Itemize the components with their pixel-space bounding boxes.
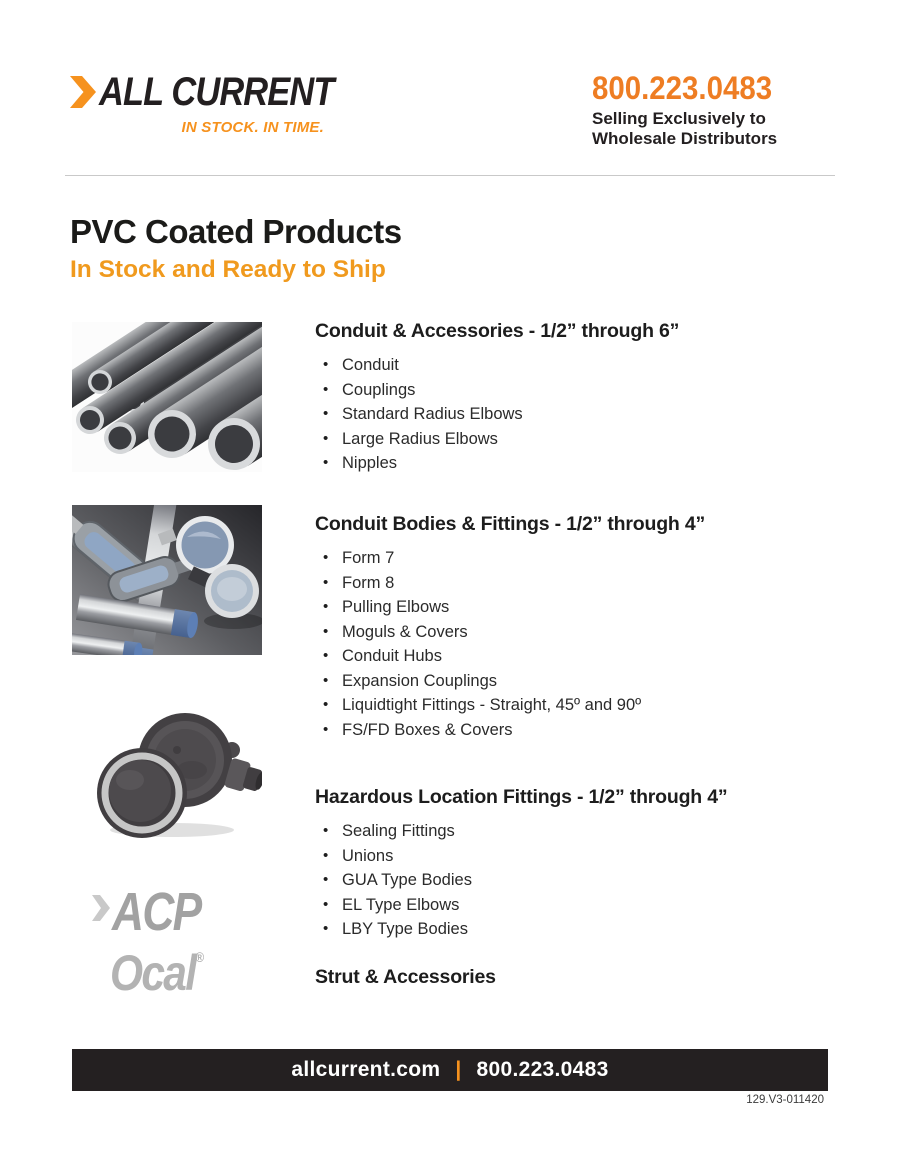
list-item: • Expansion Couplings: [315, 669, 830, 694]
list-item: • Conduit: [315, 353, 830, 378]
footer-bar: [72, 1049, 828, 1091]
list-item: • Large Radius Elbows: [315, 427, 830, 452]
header-phone-number: 800.223.0483: [592, 70, 773, 106]
bullet-list: [315, 546, 830, 742]
footer-website: allcurrent.com: [291, 1058, 441, 1081]
ocal-wordmark: Ocal: [110, 945, 196, 1001]
list-item: • Standard Radius Elbows: [315, 402, 830, 427]
list-item: • Form 8: [315, 571, 830, 596]
conduit-pipes-image: [72, 322, 262, 472]
section-conduit-bodies: [315, 513, 830, 742]
ocal-brand-logo: [110, 945, 205, 1001]
header-divider: [65, 175, 835, 176]
list-item: • Liquidtight Fittings - Straight, 45º and 90º: [315, 693, 830, 718]
bullet-list: [315, 353, 830, 476]
list-item: • Nipples: [315, 451, 830, 476]
logo-chevron-icon: [70, 72, 99, 109]
conduit-bodies-fittings-image: [72, 505, 262, 655]
list-item: • Conduit Hubs: [315, 644, 830, 669]
registered-mark: ®: [195, 949, 205, 965]
list-item: • Couplings: [315, 378, 830, 403]
document-code: 129.V3-011420: [746, 1094, 824, 1106]
page-title: PVC Coated Products: [70, 213, 402, 250]
section-strut-accessories: [315, 966, 830, 999]
section-conduit-accessories: [315, 320, 830, 476]
page-subtitle: In Stock and Ready to Ship: [70, 256, 386, 283]
footer-separator: |: [455, 1058, 462, 1081]
section-heading: Conduit Bodies & Fittings - 1/2” through 4”: [315, 513, 706, 535]
list-item: • GUA Type Bodies: [315, 868, 830, 893]
bullet-list: [315, 819, 830, 942]
list-item: • FS/FD Boxes & Covers: [315, 718, 830, 743]
list-item: • Moguls & Covers: [315, 620, 830, 645]
section-heading: Hazardous Location Fittings - 1/2” through 4”: [315, 786, 728, 808]
list-item: • Pulling Elbows: [315, 595, 830, 620]
section-heading: Strut & Accessories: [315, 966, 496, 988]
section-heading: Conduit & Accessories - 1/2” through 6”: [315, 320, 680, 342]
acp-brand-logo: [92, 882, 220, 942]
footer-phone: 800.223.0483: [476, 1058, 609, 1081]
list-item: • Form 7: [315, 546, 830, 571]
list-item: • Sealing Fittings: [315, 819, 830, 844]
acp-chevron-icon: [92, 885, 112, 921]
list-item: • LBY Type Bodies: [315, 917, 830, 942]
list-item: • EL Type Elbows: [315, 893, 830, 918]
selling-text: Selling Exclusively to Wholesale Distributors: [592, 109, 778, 149]
hazardous-fitting-image: [72, 698, 262, 843]
section-hazardous-fittings: [315, 786, 830, 942]
list-item: • Unions: [315, 844, 830, 869]
logo-wordmark: ALL CURRENT: [99, 70, 334, 114]
acp-wordmark: ACP: [112, 882, 201, 942]
all-current-logo: [70, 70, 334, 136]
header-contact-block: [592, 72, 788, 150]
logo-tagline: IN STOCK. IN TIME.: [181, 119, 324, 136]
